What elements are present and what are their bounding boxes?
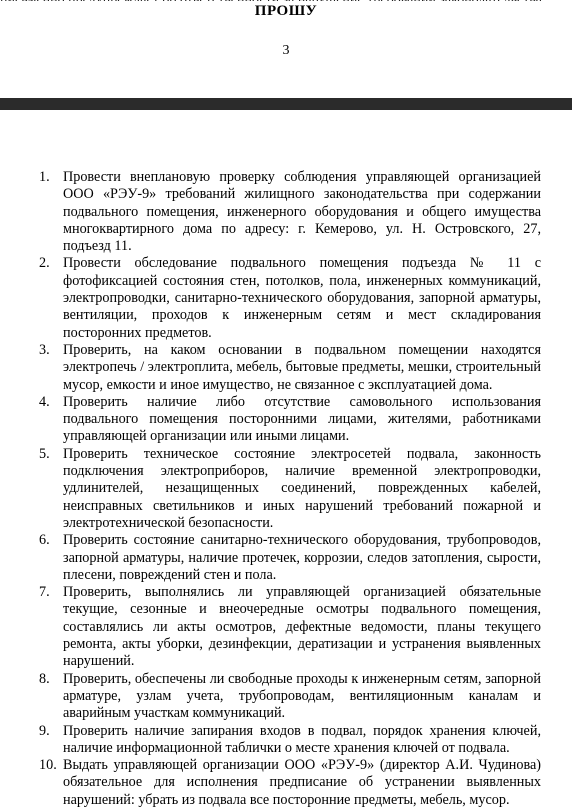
item-text: Проверить, выполнялись ли управляющей организацией обязательные текущие, сезонные и внеочередные осмотры подвального помещения, составлялись ли акты осмотров, дефектные ведомости, планы текущего ремонта, акты уборки, дезинфекции, дератизации и устранения выявленных нарушений. <box>63 584 541 670</box>
item-number: 2. <box>39 255 50 272</box>
page-number: 3 <box>282 43 290 58</box>
list-item <box>39 169 541 255</box>
item-number: 5. <box>39 445 50 462</box>
list-item <box>39 532 541 584</box>
item-number: 6. <box>39 532 50 549</box>
list-item <box>39 446 541 532</box>
page-separator <box>0 98 572 110</box>
list-item <box>39 584 541 670</box>
item-number: 9. <box>39 722 50 739</box>
item-number: 10. <box>39 757 57 774</box>
item-text: Проверить, на каком основании в подвальном помещении находятся электропечь / электроплита, мебель, бытовые предметы, мешки, строительный мусор, емкости и иное имущество, не связанное с эксплуатацией дома. <box>63 341 541 393</box>
item-text: Проверить, обеспечены ли свободные проходы к инженерным сетям, запорной арматуре, узлам учета, трубопроводам, вентиляционным каналам и аварийным участкам коммуникаций. <box>63 670 541 722</box>
list-item <box>39 394 541 446</box>
item-number: 4. <box>39 393 50 410</box>
list-item <box>39 757 541 809</box>
item-text: Выдать управляющей организации ООО «РЭУ-9» (директор А.И. Чудинова) обязательное для исполнения предписание об устранении выявленных нарушений: убрать из подвала все посторонние предметы, мебель, мусор. <box>63 757 541 808</box>
item-number: 3. <box>39 341 50 358</box>
list-item <box>39 723 541 758</box>
section-heading: ПРОШУ <box>254 3 318 19</box>
clipped-text-line <box>0 0 572 1</box>
item-text: Провести обследование подвального помещения подъезда № 11 с фотофиксацией состояния стен, потолков, пола, инженерных коммуникаций, электропроводки, санитарно-технического оборудования, запорной арматуры, вентиляции, проходов к инженерным сетям и мест складирования посторонних предметов. <box>63 255 541 341</box>
item-number: 8. <box>39 670 50 687</box>
item-number: 1. <box>39 169 50 185</box>
item-text: Проверить наличие либо отсутствие самовольного использования подвального помещения посторонними лицами, жителями, работниками управляющей организации или иными лицами. <box>63 393 541 445</box>
list-item <box>39 671 541 723</box>
list-item <box>39 342 541 394</box>
item-text: Провести внеплановую проверку соблюдения управляющей организацией ООО «РЭУ-9» требований жилищного законодательства при содержании подвального помещения, инженерного оборудования и общего имущества многоквартирного дома по адресу: г. Кемерово, ул. Н. Островского, 27, подъезд 11. <box>63 169 541 255</box>
previous-page-bottom <box>0 0 572 98</box>
list-item <box>39 255 541 341</box>
item-text: Проверить состояние санитарно-технического оборудования, трубопроводов, запорной арматуры, наличие протечек, коррозии, следов затопления, сырости, плесени, повреждений стен и пола. <box>63 532 541 583</box>
document-page <box>0 110 572 808</box>
item-number: 7. <box>39 584 50 601</box>
item-text: Проверить наличие запирания входов в подвал, порядок хранения ключей, наличие информационной таблички о месте хранения ключей от подвала. <box>63 722 541 756</box>
request-list <box>39 169 541 809</box>
item-text: Проверить техническое состояние электросетей подвала, законность подключения электроприборов, наличие временной электропроводки, удлинителей, незащищенных соединений, поврежденных кабелей, неисправных светильников и иных нарушений требований пожарной и электротехнической безопасности. <box>63 445 541 531</box>
